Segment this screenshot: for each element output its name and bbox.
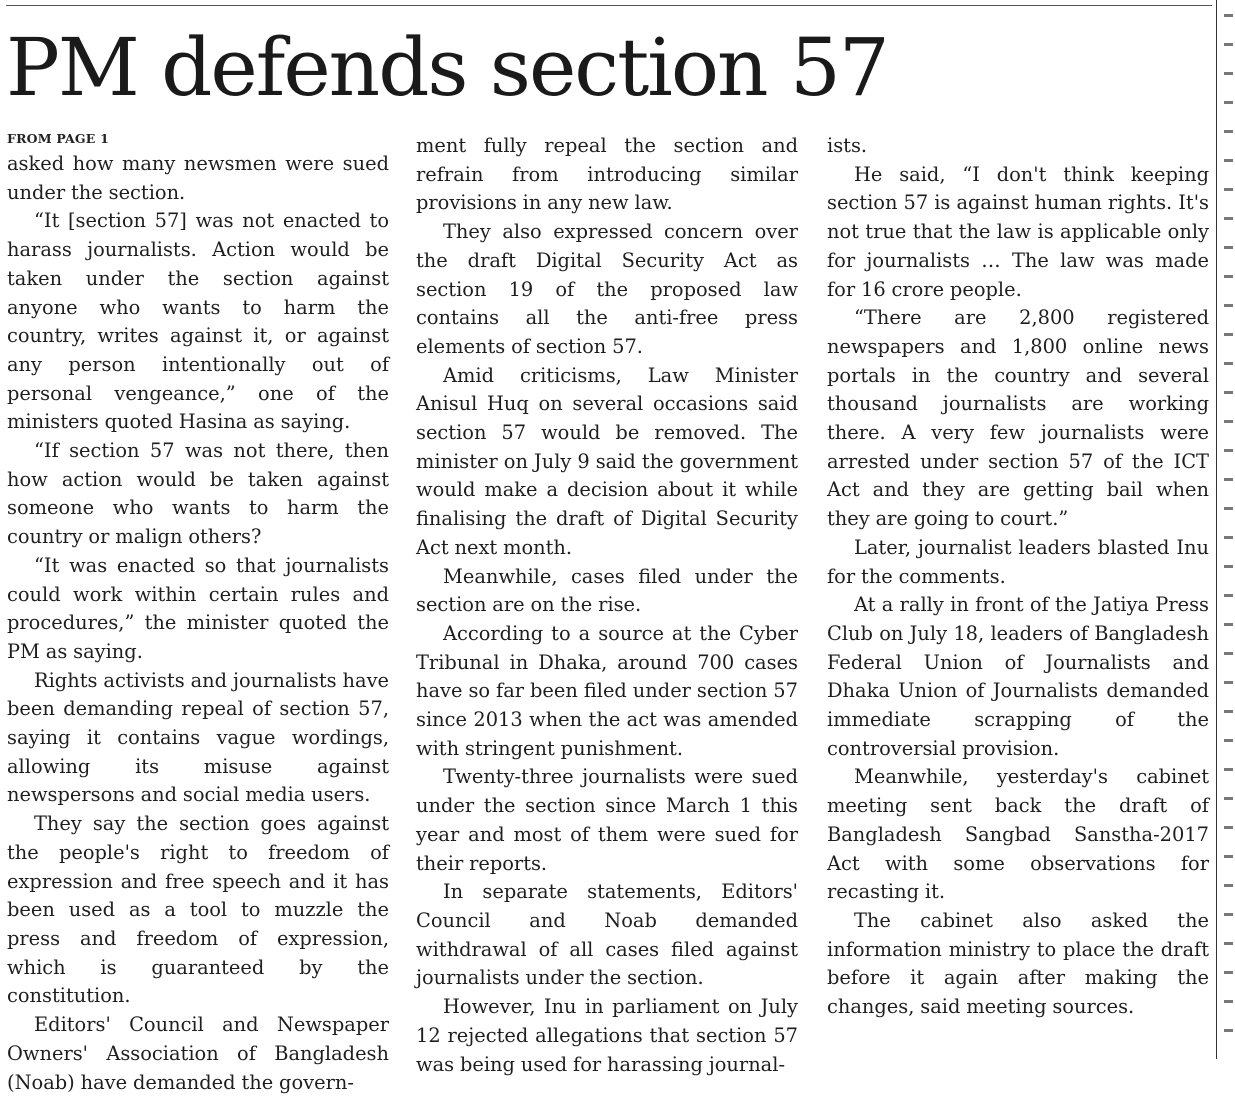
edge-text-fragment: [1224, 14, 1233, 17]
article-paragraph: “It was enacted so that journalists could work within certain rules and procedures,” the minister quoted the PM as saying.: [7, 553, 389, 663]
edge-text-fragment: [1224, 304, 1233, 307]
edge-text-fragment: [1224, 739, 1233, 742]
edge-text-fragment: [1224, 159, 1233, 162]
article-paragraph: Editors' Council and Newspaper Owners' Association of Bangladesh (Noab) have demanded the govern-: [7, 1013, 389, 1094]
edge-text-fragment: [1224, 1000, 1233, 1003]
edge-text-fragment: [1224, 449, 1233, 452]
edge-text-fragment: [1224, 681, 1233, 684]
edge-text-fragment: [1224, 507, 1233, 510]
article-paragraph: “If section 57 was not there, then how action would be taken against someone who wants to harm the country or malign others?: [7, 439, 389, 549]
article-paragraph: Amid criticisms, Law Minister Anisul Huq on several occasions said section 57 would be removed. The minister on July 9 said the government would make a decision about it while finalising the draft of Digital Security Act next month.: [416, 363, 798, 559]
article-paragraph: However, Inu in parliament on July 12 rejected allegations that section 57 was being used for harassing journal-: [416, 995, 798, 1076]
edge-text-fragment: [1224, 826, 1233, 829]
article-paragraph: Twenty-three journalists were sued under the section since March 1 this year and most of them were sued for their reports.: [416, 765, 798, 875]
edge-text-fragment: [1224, 855, 1233, 858]
article-paragraph: In separate statements, Editors' Council and Noab demanded withdrawal of all cases filed against journalists under the section.: [416, 880, 798, 990]
edge-text-fragment: [1224, 420, 1233, 423]
edge-text-fragment: [1224, 101, 1233, 104]
edge-text-fragment: [1224, 333, 1233, 336]
edge-text-fragment: [1224, 478, 1233, 481]
top-rule: [6, 5, 1212, 6]
edge-text-fragment: [1224, 43, 1233, 46]
edge-text-fragment: [1224, 188, 1233, 191]
edge-text-fragment: [1224, 362, 1233, 365]
article-paragraph: Later, journalist leaders blasted Inu for the comments.: [827, 535, 1209, 588]
article-paragraph: “It [section 57] was not enacted to harass journalists. Action would be taken under the section against anyone who wants to harm the country, writes against it, or against any person intentionally out of personal vengeance,” one of the ministers quoted Hasina as saying.: [7, 209, 389, 434]
edge-text-fragment: [1224, 884, 1233, 887]
edge-text-fragment: [1224, 1029, 1233, 1032]
article-paragraph: The cabinet also asked the information ministry to place the draft before it again after making the changes, said meeting sources.: [827, 908, 1209, 1019]
article-paragraph: At a rally in front of the Jatiya Press Club on July 18, leaders of Bangladesh Federal Union of Journalists and Dhaka Union of Journalists demanded immediate scrapping of the controversial provision.: [827, 593, 1209, 760]
article-paragraph: Rights activists and journalists have been demanding repeal of section 57, saying it contains vague wordings, allowing its misuse against newspersons and social media users.: [7, 668, 389, 807]
article-paragraph: “There are 2,800 registered newspapers and 1,800 online news portals in the country and several thousand journalists are working there. A very few journalists were arrested under section 57 of the ICT Act and they are getting bail when they are going to court.”: [827, 306, 1209, 531]
edge-text-fragment: [1224, 768, 1233, 771]
edge-text-fragment: [1224, 246, 1233, 249]
edge-text-fragment: [1224, 391, 1233, 394]
edge-text-fragment: [1224, 275, 1233, 278]
article-paragraph: He said, “I don't think keeping section 57 is against human rights. It's not true that the law is applicable only for journalists … The law was made for 16 crore people.: [827, 162, 1209, 301]
adjacent-column-edge: [1222, 0, 1235, 1059]
article-paragraph: ists.: [827, 134, 868, 157]
edge-text-fragment: [1224, 942, 1233, 945]
article-column-3: [827, 132, 1209, 1022]
kicker-from-page: FROM PAGE 1: [7, 131, 109, 146]
article-paragraph: ment fully repeal the section and refrain from introducing similar provisions in any new law.: [416, 134, 798, 215]
article-paragraph: Meanwhile, cases filed under the section are on the rise.: [416, 564, 798, 617]
article-paragraph: They say the section goes against the people's right to freedom of expression and free speech and it has been used as a tool to muzzle the press and freedom of expression, which is guaranteed by the constitution.: [7, 812, 389, 1008]
edge-text-fragment: [1224, 652, 1233, 655]
article-paragraph: They also expressed concern over the draft Digital Security Act as section 19 of the proposed law contains all the anti-free press elements of section 57.: [416, 220, 798, 358]
edge-text-fragment: [1224, 72, 1233, 75]
edge-text-fragment: [1224, 623, 1233, 626]
edge-text-fragment: [1224, 913, 1233, 916]
article-column-1: [7, 150, 389, 1097]
headline: PM defends section 57: [6, 21, 888, 114]
edge-text-fragment: [1224, 565, 1233, 568]
edge-text-fragment: [1224, 130, 1233, 133]
edge-text-fragment: [1224, 710, 1233, 713]
edge-text-fragment: [1224, 536, 1233, 539]
article-paragraph: asked how many newsmen were sued under the section.: [7, 152, 389, 204]
edge-text-fragment: [1224, 217, 1233, 220]
column-rule-right: [1216, 0, 1217, 1059]
edge-text-fragment: [1224, 797, 1233, 800]
article-paragraph: According to a source at the Cyber Tribunal in Dhaka, around 700 cases have so far been filed under section 57 since 2013 when the act was amended with stringent punishment.: [416, 621, 798, 760]
edge-text-fragment: [1224, 971, 1233, 974]
article-column-2: [416, 132, 798, 1079]
article-paragraph: Meanwhile, yesterday's cabinet meeting sent back the draft of Bangladesh Sangbad Sanstha-2017 Act with some observations for recasting it.: [827, 765, 1209, 904]
edge-text-fragment: [1224, 594, 1233, 597]
